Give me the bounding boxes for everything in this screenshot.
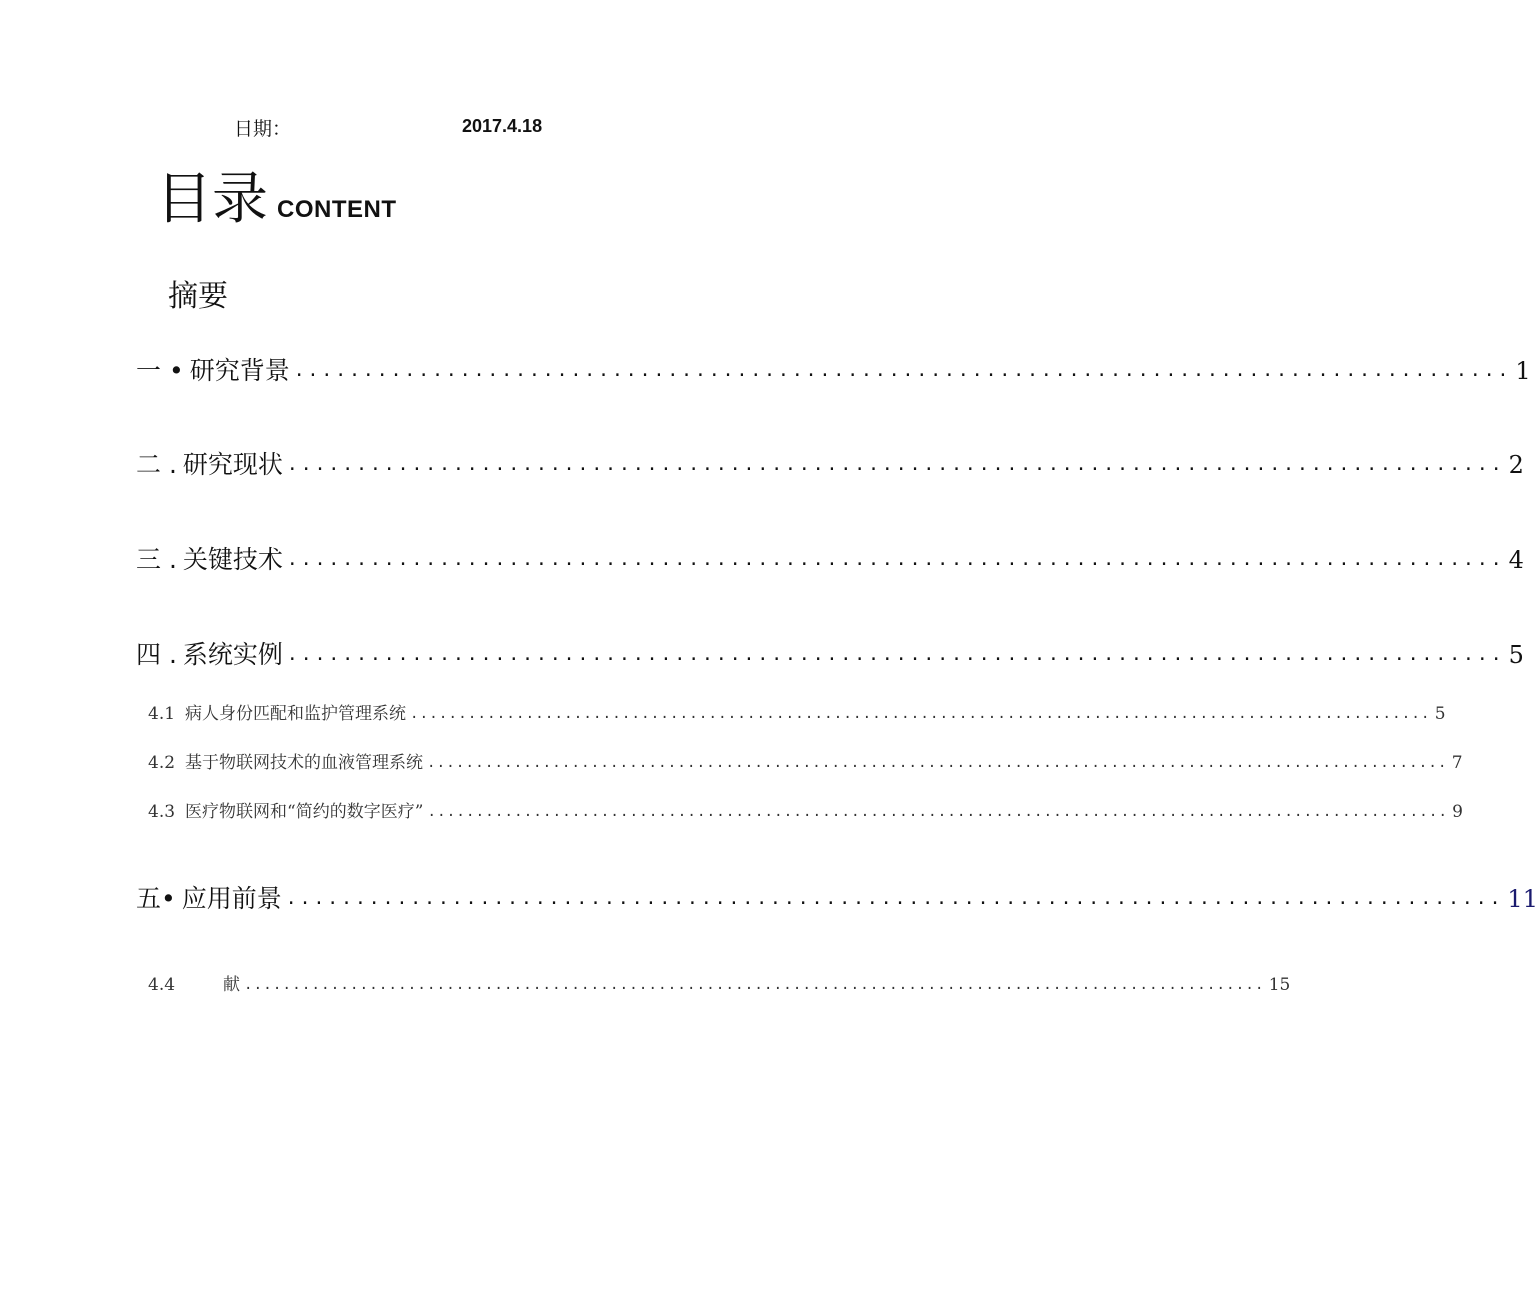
toc-entry-page: 11 — [1507, 885, 1538, 913]
dot-leader: .......................................................................................................... — [410, 706, 1431, 722]
toc-entry-number: 二 . — [136, 450, 177, 479]
toc-title-en: CONTENT — [277, 196, 397, 223]
dot-leader: ........................................................................................ — [293, 360, 1512, 381]
toc-entry-number: 4.3 — [148, 802, 176, 822]
toc-entry-title: 献 — [223, 975, 241, 995]
toc-entry-system-examples[interactable] — [136, 638, 1524, 672]
toc-entry-4-3[interactable] — [148, 800, 1463, 824]
dot-leader: .......................................................................................................... — [244, 977, 1265, 993]
date-value: 2017.4.18 — [462, 116, 543, 136]
toc-entry-research-background[interactable] — [136, 354, 1531, 388]
toc-entry-page: 4 — [1508, 546, 1524, 574]
toc-entry-4-2[interactable] — [148, 751, 1463, 775]
toc-entry-number: 三 . — [136, 545, 177, 574]
toc-entry-number: 四 . — [136, 640, 177, 669]
toc-entry-page: 5 — [1434, 704, 1446, 724]
toc-entry-key-technology[interactable] — [136, 543, 1524, 577]
toc-title: 目录 — [156, 167, 268, 232]
toc-entry-page: 9 — [1452, 802, 1463, 822]
toc-entry-title: 系统实例 — [182, 640, 283, 669]
toc-entry-number: 一 • — [136, 356, 184, 385]
toc-entry-number: 4.2 — [148, 753, 176, 773]
toc-entry-number: 4.1 — [148, 704, 176, 724]
toc-entry-title: 基于物联网技术的血液管理系统 — [185, 753, 424, 773]
toc-entry-title: 医疗物联网和“简约的数字医疗” — [185, 802, 424, 822]
date-label: 日期： — [234, 118, 292, 140]
toc-entry-application-prospects[interactable] — [136, 882, 1538, 916]
toc-entry-4-1[interactable] — [148, 702, 1446, 726]
toc-entry-page: 15 — [1268, 975, 1291, 995]
dot-leader: ........................................................................................ — [286, 454, 1505, 475]
toc-entry-page: 5 — [1508, 641, 1524, 669]
dot-leader: .......................................................................................................... — [427, 804, 1449, 820]
dot-leader: .......................................................................................................... — [427, 755, 1448, 771]
toc-entry-title: 研究现状 — [182, 450, 283, 479]
dot-leader: ........................................................................................ — [286, 549, 1505, 570]
toc-entry-title: 关键技术 — [182, 545, 283, 574]
dot-leader: ........................................................................................ — [285, 888, 1504, 909]
toc-entry-4-4[interactable] — [148, 973, 1291, 997]
toc-entry-title: 病人身份匹配和监护管理系统 — [185, 704, 407, 724]
dot-leader: ........................................................................................ — [286, 644, 1505, 665]
toc-entry-number: 4.4 — [148, 975, 176, 995]
toc-entry-abstract[interactable]: 摘要 — [168, 279, 228, 314]
toc-entry-page: 1 — [1515, 357, 1531, 385]
toc-entry-page: 2 — [1508, 451, 1524, 479]
toc-entry-title: 应用前景 — [181, 884, 282, 913]
toc-entry-title: 研究背景 — [189, 356, 290, 385]
toc-entry-research-status[interactable] — [136, 448, 1524, 482]
toc-entry-number: 五• — [136, 884, 176, 913]
toc-entry-page: 7 — [1451, 753, 1463, 773]
